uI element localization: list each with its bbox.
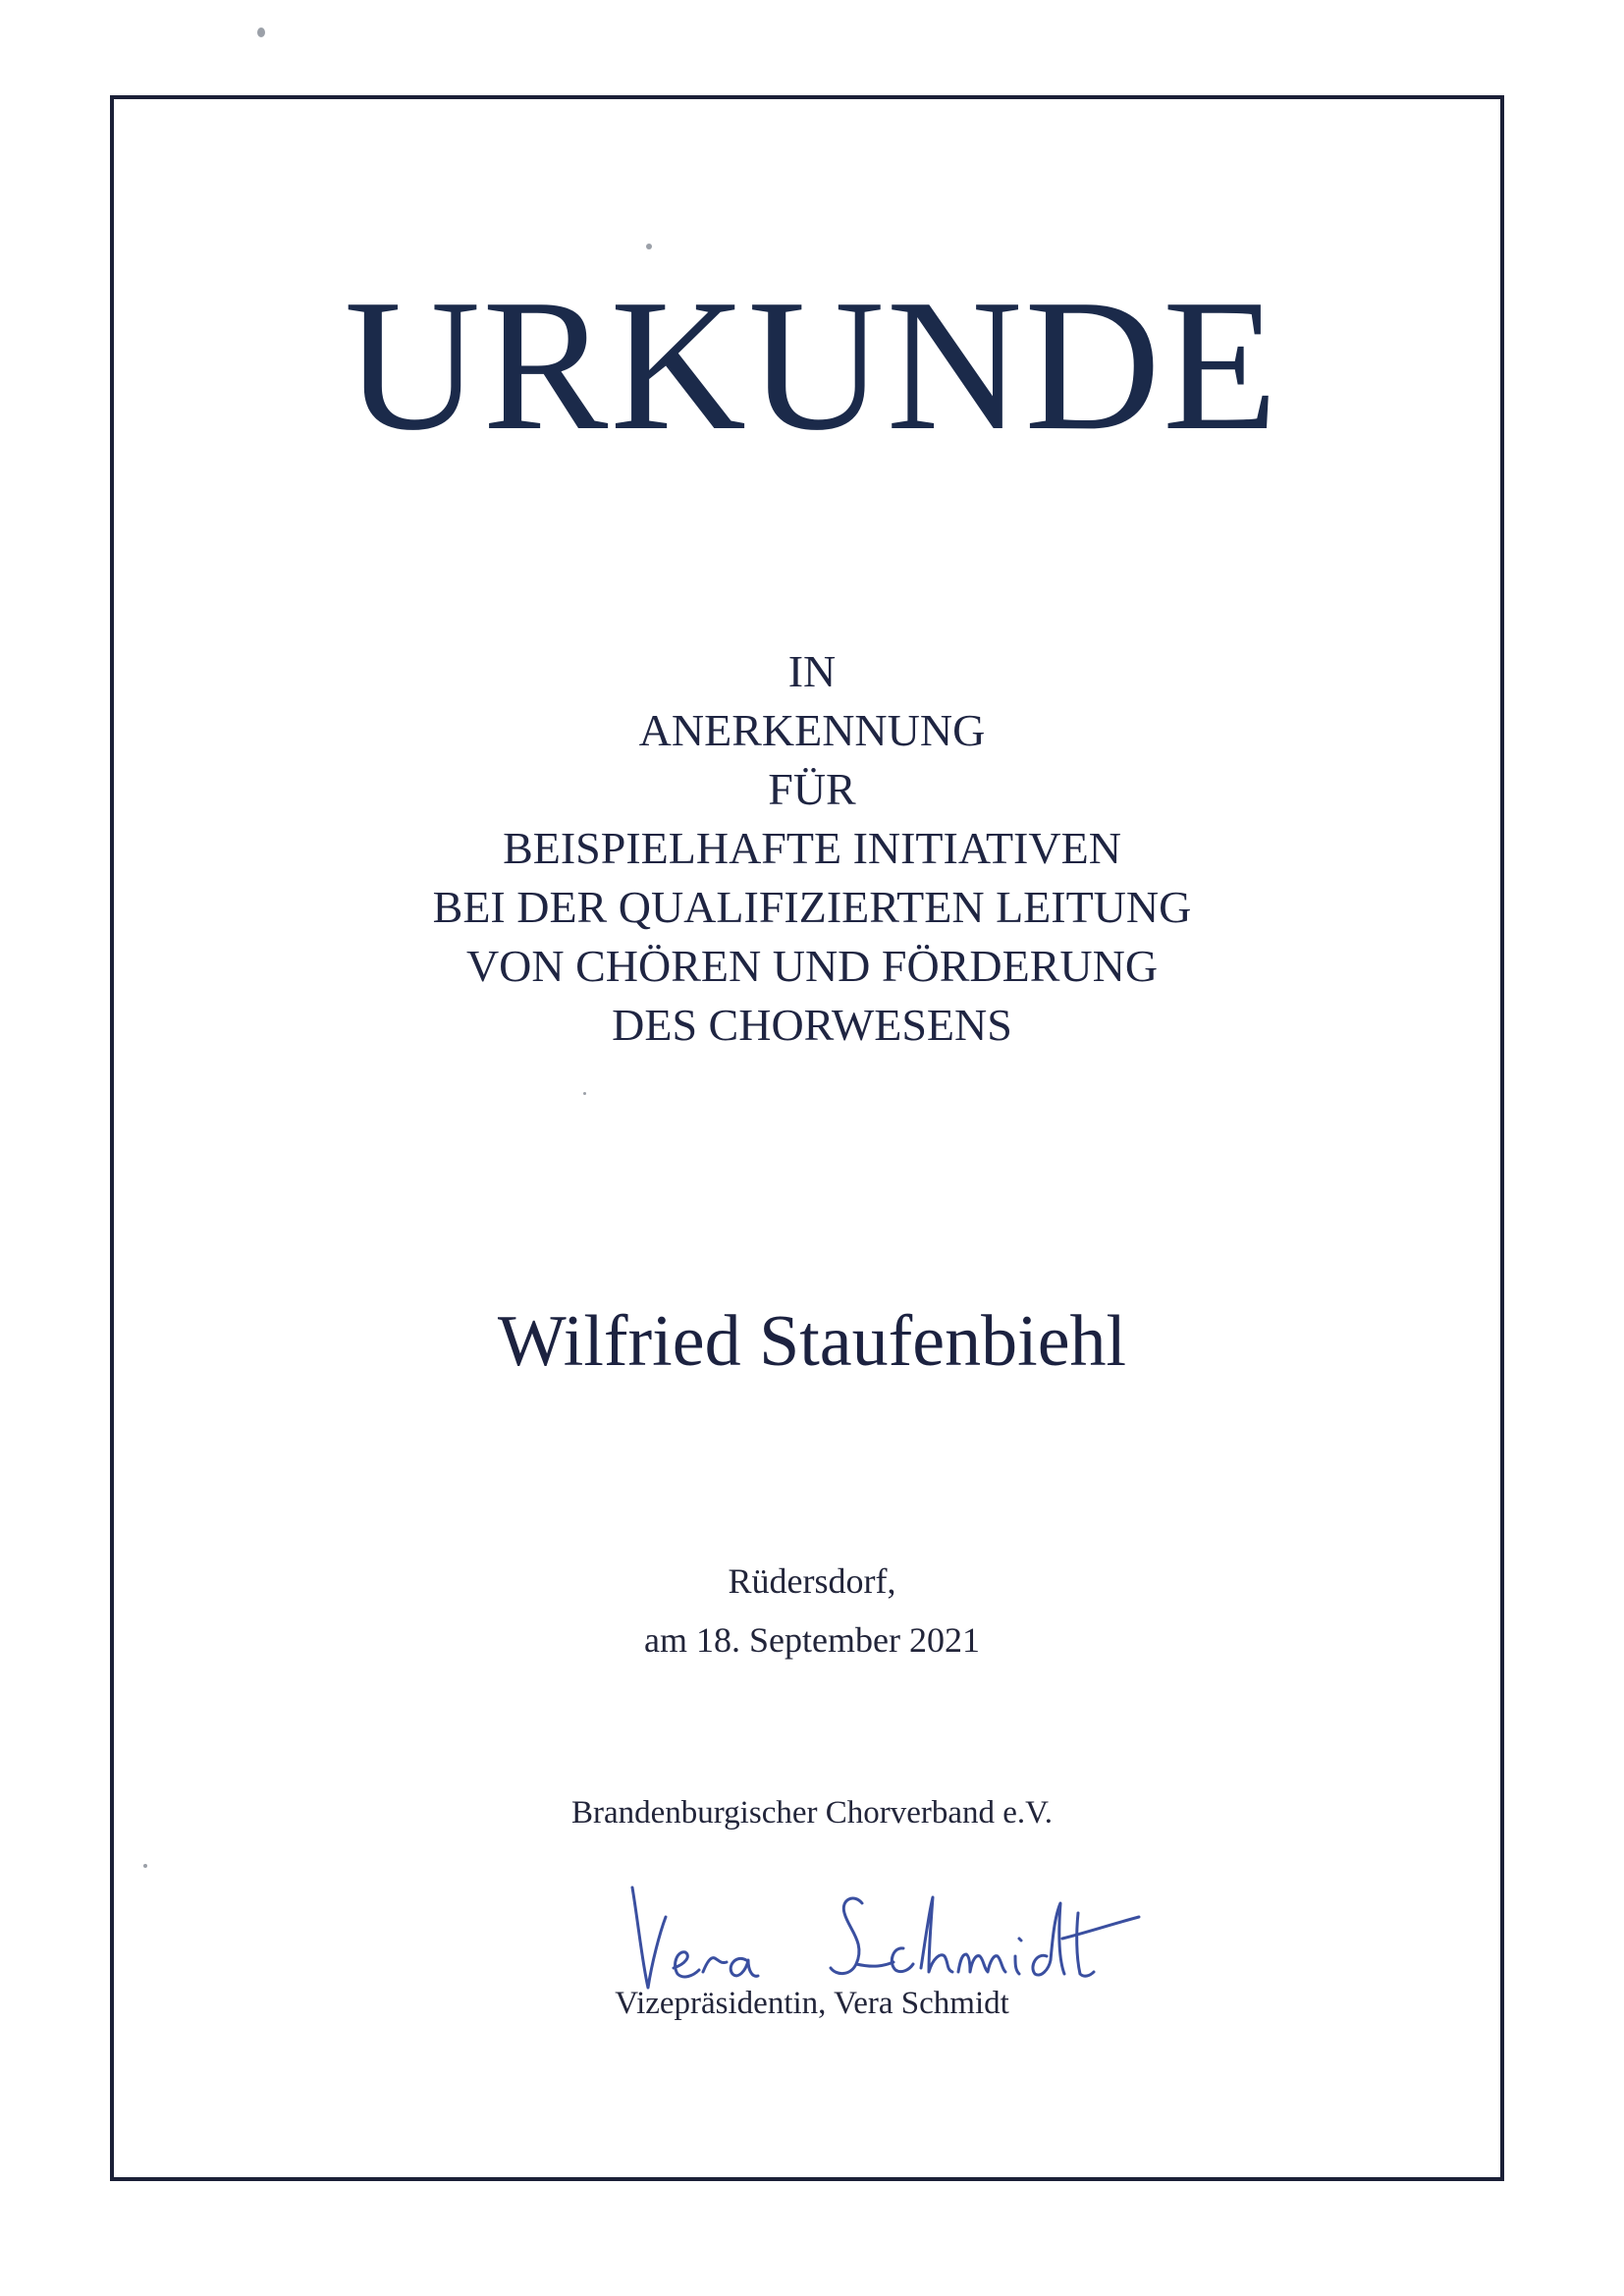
recipient-name: Wilfried Staufenbiehl — [497, 1301, 1127, 1382]
organization-name: Brandenburgischer Chorverband e.V. — [571, 1795, 1053, 1831]
paper-speck — [646, 244, 652, 249]
recognition-line: VON CHÖREN UND FÖRDERUNG — [465, 941, 1159, 991]
date-text: am 18. September 2021 — [644, 1620, 980, 1660]
recognition-line: FÜR — [768, 764, 856, 814]
recognition-text — [0, 642, 1624, 1055]
paper-speck — [257, 27, 265, 37]
recognition-line: IN — [787, 646, 837, 696]
recognition-line: ANERKENNUNG — [638, 705, 986, 755]
recognition-line: BEI DER QUALIFIZIERTEN LEITUNG — [432, 882, 1192, 932]
certificate-title: URKUNDE — [344, 260, 1280, 469]
recognition-line: DES CHORWESENS — [612, 1000, 1012, 1050]
recognition-line: BEISPIELHAFTE INITIATIVEN — [503, 823, 1121, 873]
signer-caption: Vizepräsidentin, Vera Schmidt — [615, 1986, 1009, 2021]
place-text: Rüdersdorf, — [728, 1561, 896, 1601]
paper-speck — [583, 1092, 586, 1095]
paper-speck — [143, 1864, 147, 1868]
